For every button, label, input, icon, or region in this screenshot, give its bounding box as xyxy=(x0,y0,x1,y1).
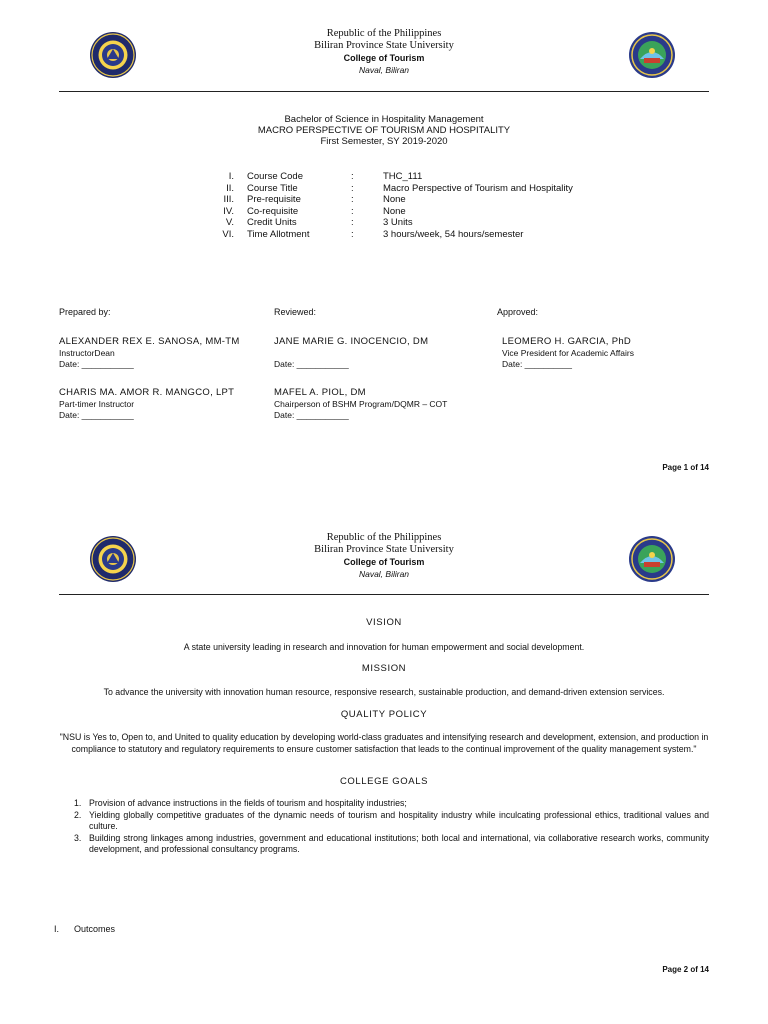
signatory-name: JANE MARIE G. INOCENCIO, DM xyxy=(274,336,429,347)
vision-text: A state university leading in research and innovation for human empowerment and social development. xyxy=(183,642,585,652)
row-number: IV. xyxy=(223,205,234,217)
row-colon: : xyxy=(351,171,354,182)
quality-policy-title: QUALITY POLICY xyxy=(340,709,428,720)
signatory-name: ALEXANDER REX E. SANOSA, MM-TM xyxy=(59,336,240,347)
header-university: Biliran Province State University xyxy=(314,40,454,51)
list-item xyxy=(70,810,709,833)
row-value: None xyxy=(383,194,406,205)
signatory-block xyxy=(59,336,240,370)
page-header xyxy=(0,532,768,582)
header-college: College of Tourism xyxy=(343,53,425,63)
signatory-role: InstructorDean xyxy=(59,348,115,358)
signature-date: Date: ___________ xyxy=(274,410,349,420)
page-number: Page 1 of 14 xyxy=(662,463,709,472)
row-colon: : xyxy=(351,205,354,217)
row-label: Course Title xyxy=(247,182,298,194)
signature-date: Date: ___________ xyxy=(274,359,349,369)
row-value: 3 hours/week, 54 hours/semester xyxy=(383,228,524,240)
outcomes-number: I. xyxy=(54,924,60,934)
goal-text: Building strong linkages among industries, government and educational institutions; both local and international, via collaborative research works, community development, and professional consultancy programs. xyxy=(89,832,709,854)
row-colon: : xyxy=(351,194,354,205)
row-number: III. xyxy=(223,194,234,205)
goal-number: 3. xyxy=(74,832,82,843)
header-university: Biliran Province State University xyxy=(314,544,454,555)
goal-number: 1. xyxy=(74,798,82,808)
header-republic: Republic of the Philippines xyxy=(326,28,442,39)
signature-date: Date: ___________ xyxy=(59,410,134,420)
outcomes-label: Outcomes xyxy=(74,924,116,934)
signatory-role: Part-timer Instructor xyxy=(59,399,135,409)
row-value: Macro Perspective of Tourism and Hospitality xyxy=(383,182,573,194)
row-value: None xyxy=(383,205,406,217)
goal-text: Provision of advance instructions in the fields of tourism and hospitality industries; xyxy=(89,798,407,808)
course-title-caps: MACRO PERSPECTIVE OF TOURISM AND HOSPITALITY xyxy=(257,125,511,136)
row-value: 3 Units xyxy=(383,217,413,228)
signatory-block xyxy=(274,387,447,421)
university-seal-icon xyxy=(89,31,137,79)
row-label: Co-requisite xyxy=(247,205,299,217)
row-number: V. xyxy=(225,217,234,228)
signature-date: Date: ___________ xyxy=(59,359,134,369)
header-location: Naval, Biliran xyxy=(358,569,410,579)
signature-date: Date: __________ xyxy=(502,359,572,369)
header-text xyxy=(184,532,584,580)
header-location: Naval, Biliran xyxy=(358,65,410,75)
college-goals-title: COLLEGE GOALS xyxy=(339,776,429,787)
page-header xyxy=(0,28,768,78)
signatory-block xyxy=(59,387,234,421)
signatory-block xyxy=(274,336,428,370)
header-republic: Republic of the Philippines xyxy=(326,532,442,543)
page-number: Page 2 of 14 xyxy=(662,965,709,974)
header-divider xyxy=(59,91,709,92)
row-value: THC_111 xyxy=(383,171,423,182)
header-divider xyxy=(59,594,709,595)
row-colon: : xyxy=(351,217,354,228)
page-1 xyxy=(0,0,768,506)
signatory-name: LEOMERO H. GARCIA, PhD xyxy=(502,336,632,347)
mission-title: MISSION xyxy=(361,663,407,674)
row-label: Time Allotment xyxy=(247,228,310,240)
row-colon: : xyxy=(351,228,354,240)
signatory-name: MAFEL A. PIOL, DM xyxy=(274,387,366,398)
row-number: II. xyxy=(226,182,234,194)
signatory-role: Chairperson of BSHM Program/DQMR – COT xyxy=(274,399,448,409)
goal-text: Yielding globally competitive graduates of the dynamic needs of tourism and hospitality industry while inculcating professional ethics, traditional values and culture. xyxy=(89,809,709,831)
mission-text: To advance the university with innovation human resource, responsive research, sustainable production, and demand-driven extension services. xyxy=(103,687,665,697)
university-seal-icon xyxy=(89,535,137,583)
course-title-block xyxy=(0,114,768,147)
row-colon: : xyxy=(351,182,354,194)
header-college: College of Tourism xyxy=(343,557,425,567)
approved-label: Approved: xyxy=(497,307,539,317)
row-number: VI. xyxy=(222,228,234,240)
semester-label: First Semester, SY 2019-2020 xyxy=(320,136,448,147)
list-item xyxy=(70,833,709,856)
reviewed-label: Reviewed: xyxy=(274,307,317,317)
signatory-role: Vice President for Academic Affairs xyxy=(502,348,634,358)
quality-policy-text: "NSU is Yes to, Open to, and United to quality education by developing world-class graduates and intensifying research and development, extension, and production in compliance to statutory and regulatory requirements to ensure customer satisfaction that leads to the continual improvement of the quality management system." xyxy=(59,732,709,754)
prepared-by-label: Prepared by: xyxy=(59,307,111,317)
college-of-tourism-seal-icon xyxy=(628,31,676,79)
header-text xyxy=(184,28,584,76)
vision-title: VISION xyxy=(366,617,402,628)
row-number: I. xyxy=(228,171,234,182)
signatory-name: CHARIS MA. AMOR R. MANGCO, LPT xyxy=(59,387,235,398)
row-label: Course Code xyxy=(247,171,303,182)
signatory-block xyxy=(502,336,634,370)
row-label: Credit Units xyxy=(247,217,297,228)
list-item xyxy=(70,798,709,810)
row-label: Pre-requisite xyxy=(247,194,301,205)
program-name: Bachelor of Science in Hospitality Management xyxy=(284,114,484,125)
college-of-tourism-seal-icon xyxy=(628,535,676,583)
college-goals-list xyxy=(70,798,709,856)
goal-number: 2. xyxy=(74,809,82,820)
